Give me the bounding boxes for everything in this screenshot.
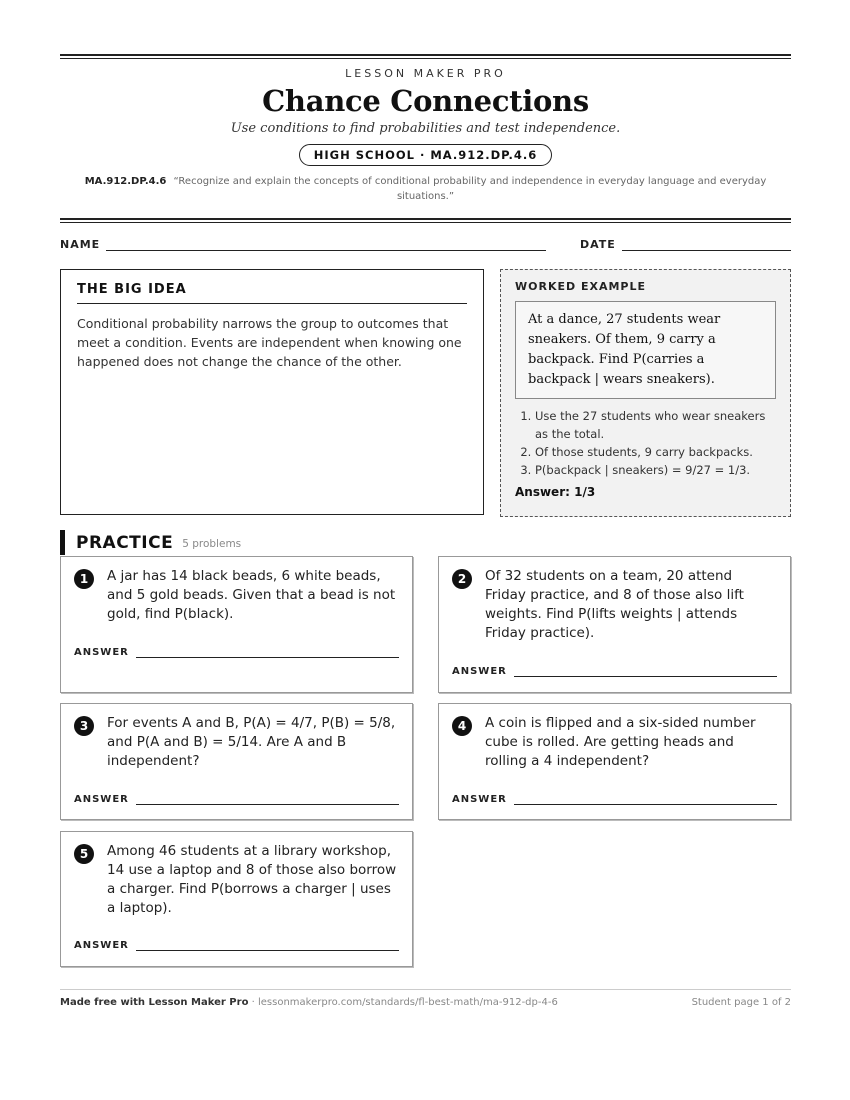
- problem-text: Among 46 students at a library workshop, 14 use a laptop and 8 of those also borrow a charger. Find P(borrows a charger | uses a laptop).: [107, 843, 397, 916]
- answer-field[interactable]: [514, 668, 777, 677]
- footer-made-with: Made free with Lesson Maker Pro: [60, 997, 249, 1008]
- name-date-row: [60, 237, 791, 251]
- worked-example-answer: Answer: 1/3: [515, 485, 596, 499]
- date-field[interactable]: [622, 237, 791, 251]
- problem-text: Of 32 students on a team, 20 attend Friday practice, and 8 of those also lift weights. Find P(lifts weights | attends Friday practice).: [485, 568, 744, 641]
- worked-example-steps: [515, 407, 776, 479]
- brand-name: LESSON MAKER PRO: [345, 67, 506, 80]
- answer-field[interactable]: [136, 796, 399, 805]
- page-title: Chance Connections: [262, 84, 589, 118]
- page-footer: [60, 989, 791, 1008]
- worked-step: 1. Use the 27 students who wear sneakers as the total.: [535, 407, 776, 443]
- answer-label: ANSWER: [74, 794, 129, 805]
- big-idea-box: [60, 269, 484, 515]
- practice-card-3: [60, 703, 413, 820]
- page-number: Student page 1 of 2: [691, 997, 791, 1008]
- practice-card-4: [438, 703, 791, 820]
- standard-code: MA.912.DP.4.6: [84, 176, 167, 187]
- answer-label: ANSWER: [74, 940, 129, 951]
- footer-credit: [60, 997, 558, 1008]
- answer-label: ANSWER: [452, 794, 507, 805]
- practice-count: 5 problems: [182, 538, 242, 550]
- problem-number: 1: [74, 569, 94, 589]
- grade-standard-badge: HIGH SCHOOL · MA.912.DP.4.6: [299, 144, 552, 166]
- practice-card-1: [60, 556, 413, 693]
- practice-title: PRACTICE: [76, 532, 174, 553]
- answer-label: ANSWER: [74, 647, 129, 658]
- problem-number: 5: [74, 844, 94, 864]
- answer-label: ANSWER: [452, 666, 507, 677]
- page-subtitle: Use conditions to find probabilities and test independence.: [230, 121, 621, 136]
- problem-number: 4: [452, 716, 472, 736]
- standard-description: [60, 174, 791, 204]
- big-idea-text: Conditional probability narrows the group to outcomes that meet a condition. Events are independent when knowing one happened does not change the chance of the other.: [77, 316, 462, 369]
- practice-card-5: [60, 831, 413, 967]
- header-bottom-rule: [60, 218, 791, 223]
- answer-field[interactable]: [136, 942, 399, 951]
- name-label: NAME: [60, 238, 101, 251]
- practice-card-2: [438, 556, 791, 693]
- date-label: DATE: [580, 238, 616, 251]
- problem-text: A jar has 14 black beads, 6 white beads, and 5 gold beads. Given that a bead is not gold, find P(black).: [107, 568, 396, 622]
- practice-heading: [60, 530, 791, 555]
- standard-text: “Recognize and explain the concepts of conditional probability and independence in everyday language and everyday situations.”: [173, 176, 767, 202]
- problem-number: 2: [452, 569, 472, 589]
- worked-step: 3. P(backpack | sneakers) = 9/27 = 1/3.: [535, 461, 776, 479]
- problem-text: A coin is flipped and a six-sided number cube is rolled. Are getting heads and rolling a 4 independent?: [485, 715, 756, 769]
- worked-example-heading: WORKED EXAMPLE: [515, 280, 646, 293]
- worked-example-box: [500, 269, 791, 517]
- problem-text: For events A and B, P(A) = 4/7, P(B) = 5/8, and P(A and B) = 5/14. Are A and B independent?: [107, 715, 396, 769]
- answer-field[interactable]: [514, 796, 777, 805]
- problem-number: 3: [74, 716, 94, 736]
- worked-example-problem: At a dance, 27 students wear sneakers. Of them, 9 carry a backpack. Find P(carries a backpack | wears sneakers).: [515, 301, 776, 399]
- footer-url[interactable]: · lessonmakerpro.com/standards/fl-best-math/ma-912-dp-4-6: [248, 997, 558, 1008]
- worked-step: 2. Of those students, 9 carry backpacks.: [535, 443, 776, 461]
- name-field[interactable]: [106, 237, 546, 251]
- practice-accent-bar: [60, 530, 65, 555]
- answer-field[interactable]: [136, 649, 399, 658]
- big-idea-heading: THE BIG IDEA: [77, 282, 467, 304]
- top-rule: [60, 54, 791, 59]
